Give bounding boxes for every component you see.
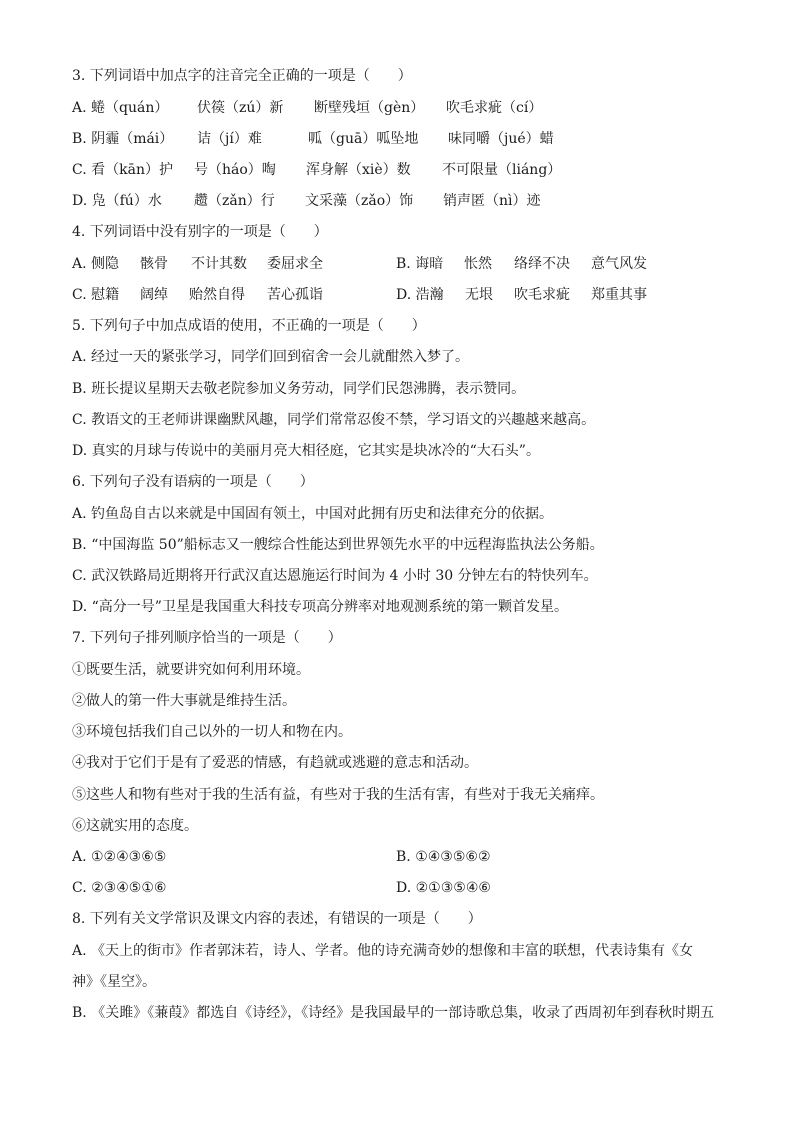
q8-option-b-line-1: B. 《关雎》《蒹葭》都选自《诗经》，《诗经》是我国最早的一部诗歌总集，收录了西周初年到春秋时期五 — [72, 1005, 715, 1021]
q3-c-item-1: C. 看（kān）护 — [72, 162, 173, 178]
q6-stem: 6. 下列句子没有语病的一项是（ ） — [72, 474, 314, 490]
q3-stem: 3. 下列词语中加点字的注音完全正确的一项是（ ） — [72, 68, 412, 84]
q7-sentence-6: ⑥这就实用的态度。 — [72, 818, 198, 834]
q5-stem: 5. 下列句子中加点成语的使用，不正确的一项是（ ） — [72, 318, 426, 334]
q6-option-a: A. 钓鱼岛自古以来就是中国固有领土，中国对此拥有历史和法律充分的依据。 — [72, 506, 554, 522]
q4-a-item-1: A. 侧隐 — [72, 256, 120, 272]
q4-c-item-1: C. 慰籍 — [72, 287, 120, 303]
q8-option-a-line-1: A. 《天上的街市》作者郭沫若，诗人、学者。他的诗充满奇妙的想像和丰富的联想，代表诗集有《女 — [72, 943, 694, 959]
q7-sentence-5: ⑤这些人和物有些对于我的生活有益，有些对于我的生活有害，有些对于我无关痛痒。 — [72, 787, 604, 803]
q4-d-item-4: 郑重其事 — [591, 287, 647, 303]
q4-c-item-4: 苦心孤诣 — [267, 287, 323, 303]
q4-d-item-2: 无垠 — [465, 287, 493, 303]
q4-b-item-3: 络绎不决 — [514, 256, 570, 272]
q4-a-item-2: 骸骨 — [140, 256, 168, 272]
q7-option-a: A. ①②④③⑥⑤ — [72, 849, 167, 865]
q3-a-item-3: 断壁残垣（gèn） — [314, 100, 425, 116]
q3-d-item-2: 趱（zǎn）行 — [194, 193, 275, 209]
q4-b-item-2: 怅然 — [464, 256, 492, 272]
q4-b-item-4: 意气风发 — [591, 256, 647, 272]
q3-a-item-4: 吹毛求疵（cí） — [446, 100, 543, 116]
q4-d-item-1: D. 浩瀚 — [396, 287, 444, 303]
q3-b-item-4: 味同嚼（jué）蜡 — [448, 131, 554, 147]
q3-a-item-2: 伏篌（zú）新 — [197, 100, 284, 116]
q4-b-item-1: B. 诲暗 — [396, 256, 444, 272]
q3-b-item-3: 呱（guā）呱坠地 — [308, 131, 419, 147]
q5-option-b: B. 班长提议星期天去敬老院参加义务劳动，同学们民怨沸腾，表示赞同。 — [72, 381, 526, 397]
q3-c-item-4: 不可限量（liáng） — [442, 162, 562, 178]
q4-c-item-3: 贻然自得 — [189, 287, 245, 303]
q7-sentence-2: ②做人的第一件大事就是维持生活。 — [72, 693, 296, 709]
q3-d-item-3: 文采藻（zǎo）饰 — [305, 193, 414, 209]
q8-option-a-line-2: 神》《星空》。 — [72, 974, 156, 990]
q5-option-a: A. 经过一天的紧张学习，同学们回到宿舍一会儿就酣然入梦了。 — [72, 349, 470, 365]
q6-option-c: C. 武汉铁路局近期将开行武汉直达恩施运行时间为 4 小时 30 分钟左右的特快列车。 — [72, 568, 598, 584]
q4-a-item-3: 不计其数 — [191, 256, 247, 272]
q3-b-item-1: B. 阴霾（mái） — [72, 131, 174, 147]
q4-stem: 4. 下列词语中没有别字的一项是（ ） — [72, 224, 328, 240]
q6-option-d: D. “高分一号”卫星是我国重大科技专项高分辨率对地观测系统的第一颗首发星。 — [72, 599, 568, 615]
q3-c-item-2: 号（háo）啕 — [194, 162, 276, 178]
q6-option-b: B. “中国海监 50”船标志又一艘综合性能达到世界领先水平的中远程海监执法公务船。 — [72, 537, 604, 553]
q3-d-item-1: D. 凫（fú）水 — [72, 193, 162, 209]
q3-d-item-4: 销声匿（nì）迹 — [443, 193, 541, 209]
q7-option-d: D. ②①③⑤④⑥ — [396, 880, 491, 896]
q7-option-b: B. ①④③⑤⑥② — [396, 849, 491, 865]
q5-option-d: D. 真实的月球与传说中的美丽月亮大相径庭，它其实是块冰冷的“大石头”。 — [72, 443, 540, 459]
q4-a-item-4: 委屈求全 — [267, 256, 323, 272]
q7-sentence-3: ③环境包括我们自己以外的一切人和物在内。 — [72, 724, 352, 740]
q4-d-item-3: 吹毛求疵 — [514, 287, 570, 303]
q7-stem: 7. 下列句子排列顺序恰当的一项是（ ） — [72, 630, 342, 646]
q5-option-c: C. 教语文的王老师讲课幽默风趣，同学们常常忍俊不禁，学习语文的兴趣越来越高。 — [72, 412, 596, 428]
q7-sentence-1: ①既要生活，就要讲究如何利用环境。 — [72, 662, 310, 678]
q3-a-item-1: A. 蜷（quán） — [72, 100, 169, 116]
q8-stem: 8. 下列有关文学常识及课文内容的表述，有错误的一项是（ ） — [72, 911, 482, 927]
q7-sentence-4: ④我对于它们于是有了爱恶的情感，有趋就或逃避的意志和活动。 — [72, 755, 478, 771]
q3-c-item-3: 浑身解（xiè）数 — [306, 162, 411, 178]
q3-b-item-2: 诘（jí）难 — [197, 131, 262, 147]
q7-option-c: C. ②③④⑤①⑥ — [72, 880, 167, 896]
q4-c-item-2: 阔绰 — [140, 287, 168, 303]
